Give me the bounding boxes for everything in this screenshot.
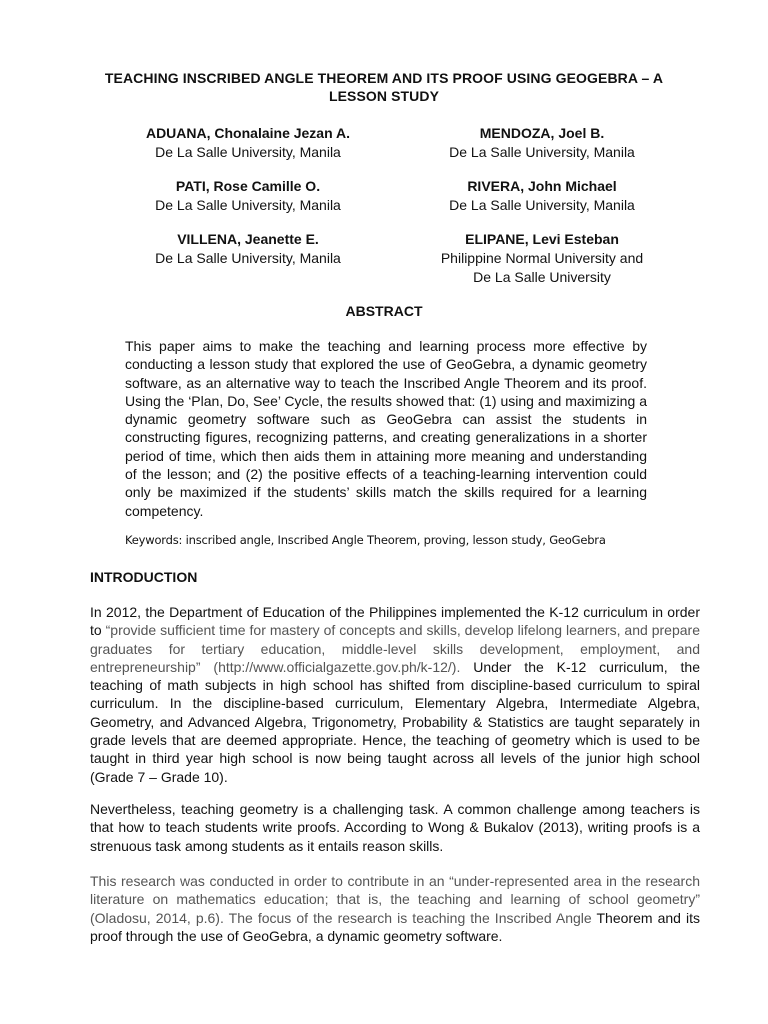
- paper-title: TEACHING INSCRIBED ANGLE THEOREM AND ITS PROOF USING GEOGEBRA – A LESSON STUDY: [104, 70, 664, 104]
- author-affiliation: De La Salle University, Manila: [155, 250, 341, 266]
- author-block: [98, 230, 398, 268]
- intro-paragraph: [90, 603, 700, 786]
- keywords-label: Keywords:: [125, 533, 183, 547]
- keywords-line: [125, 532, 665, 548]
- author-block: [392, 177, 692, 215]
- author-name: RIVERA, John Michael: [467, 178, 617, 194]
- abstract-heading: ABSTRACT: [345, 303, 423, 319]
- introduction-heading: INTRODUCTION: [90, 569, 198, 585]
- intro-paragraph: [90, 872, 700, 945]
- author-name: VILLENA, Jeanette E.: [177, 231, 319, 247]
- author-name: PATI, Rose Camille O.: [175, 178, 321, 194]
- author-name: ELIPANE, Levi Esteban: [465, 231, 619, 247]
- author-block: [98, 177, 398, 215]
- author-name: ADUANA, Chonalaine Jezan A.: [145, 125, 351, 141]
- author-affiliation: De La Salle University, Manila: [155, 144, 341, 160]
- author-affiliation: De La Salle University, Manila: [155, 197, 341, 213]
- keywords-list: inscribed angle, Inscribed Angle Theorem, proving, lesson study, GeoGebra: [185, 533, 606, 547]
- intro-quote: “provide sufficient time for mastery of concepts and skills, develop lifelong learners, and prepare graduates for tertiary education, middle-level skills development, employment, and entrepreneurship” (http://www.officialgazette.gov.ph/k-12/).: [90, 622, 700, 675]
- intro-paragraph: Nevertheless, teaching geometry is a challenging task. A common challenge among teachers is that how to teach students write proofs. According to Wong & Bukalov (2013), writing proofs is a strenuous task among students as it entails reason skills.: [90, 801, 700, 854]
- intro-text: In 2012, the Department of Education of the Philippines implemented the K-12 curriculum in order to: [90, 604, 700, 639]
- intro-text: Under the K-12 curriculum, the teaching of math subjects in high school has shifted from discipline-based curriculum to spiral curriculum. In the discipline-based curriculum, Elementary Algebra, Intermediate Algebra, Geometry, and Advanced Algebra, Trigonometry, Probability & Statistics are taught separately in grade levels that are deemed appropriate. Hence, the teaching of geometry which is used to be taught in third year high school is now being taught across all levels of the junior high school (Grade 7 – Grade 10).: [90, 658, 700, 785]
- author-block: [392, 124, 692, 162]
- author-affiliation: Philippine Normal University and: [440, 250, 644, 266]
- author-block: [392, 230, 692, 287]
- author-block: [98, 124, 398, 162]
- author-affiliation: De La Salle University, Manila: [449, 197, 635, 213]
- intro-text: Theorem and its proof through the use of GeoGebra, a dynamic geometry software.: [90, 909, 700, 944]
- author-affiliation: De La Salle University: [473, 269, 611, 285]
- intro-text: This research was conducted in order to contribute in an “under-represented area in the research literature on mathematics education; that is, the teaching and learning of school geometry” (Oladosu, 2014, p.6). The focus of the research is teaching the Inscribed Angle: [90, 873, 700, 926]
- author-affiliation: De La Salle University, Manila: [449, 144, 635, 160]
- author-name: MENDOZA, Joel B.: [479, 125, 605, 141]
- abstract-text: This paper aims to make the teaching and learning process more effective by conducting a lesson study that explored the use of GeoGebra, a dynamic geometry software, as an alternative way to teach the Inscribed Angle Theorem and its proof. Using the ‘Plan, Do, See’ Cycle, the results showed that: (1) using and maximizing a dynamic geometry software such as GeoGebra can assist the students in constructing figures, recognizing patterns, and creating generalizations in a shorter period of time, which then aids them in attaining more meaning and understanding of the lesson; and (2) the positive effects of a teaching-learning intervention could only be maximized if the students’ skills match the skills required for a learning competency.: [125, 338, 647, 519]
